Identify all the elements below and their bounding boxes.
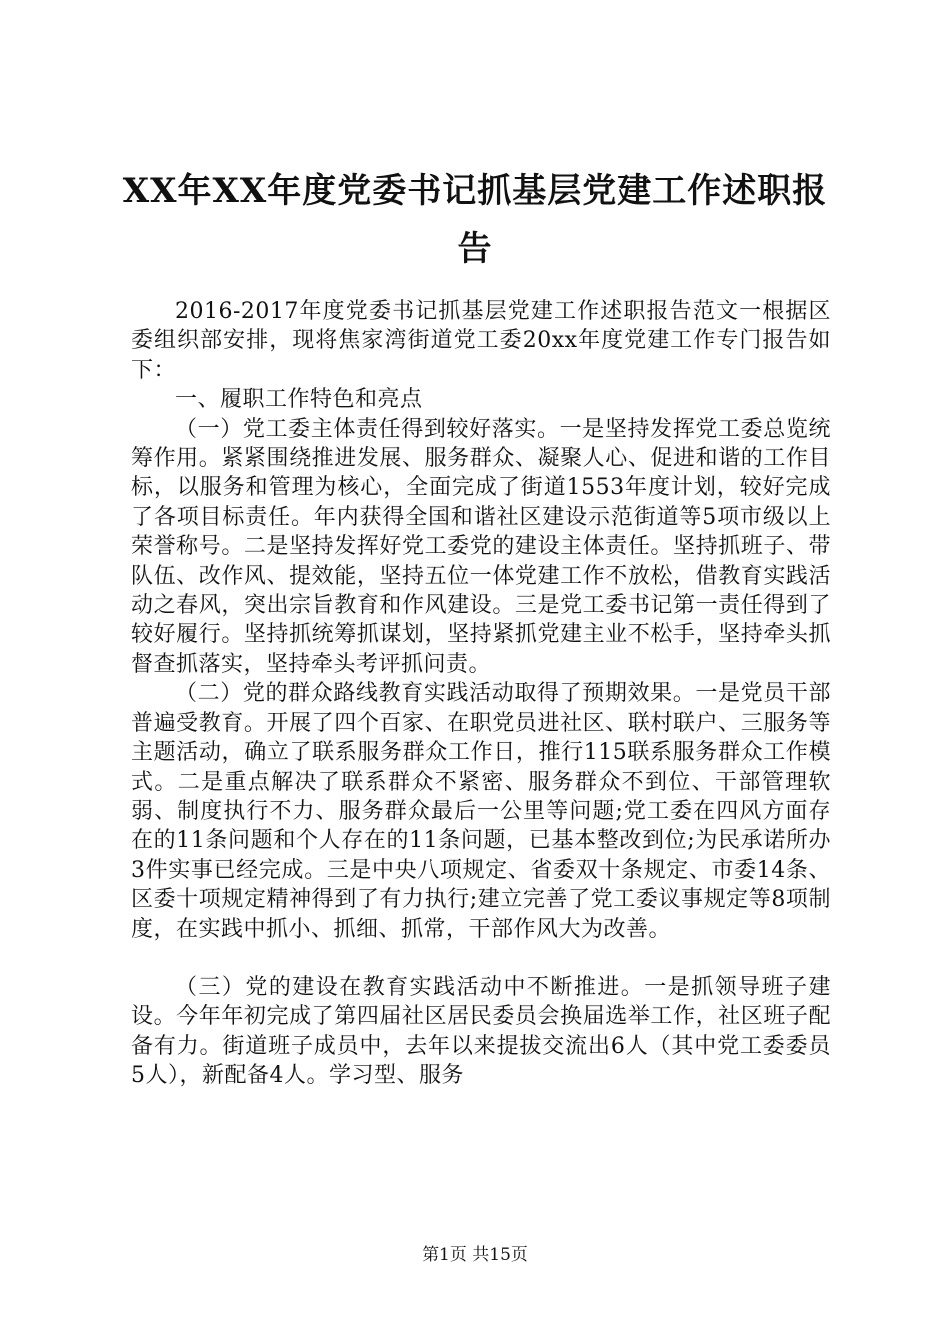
paragraph-section-1: （一）党工委主体责任得到较好落实。一是坚持发挥党工委总览统筹作用。紧紧围绕推进发展、服务群众、凝聚人心、促进和谐的工作目标，以服务和管理为核心，全面完成了街道1553年度计划，较好完成了各项目标责任。年内获得全国和谐社区建设示范街道等5项市级以上荣誉称号。二是坚持发挥好党工委党的建设主体责任。坚持抓班子、带队伍、改作风、提效能，坚持五位一体党建工作不放松，借教育实践活动之春风，突出宗旨教育和作风建设。三是党工委书记第一责任得到了较好履行。坚持抓统筹抓谋划，坚持紧抓党建主业不松手，坚持牵头抓督查抓落实，坚持牵头考评抓问责。 [131, 416, 831, 677]
section-heading: 一、履职工作特色和亮点 [175, 387, 423, 413]
document-title: XX年XX年度党委书记抓基层党建工作述职报告 [122, 171, 828, 269]
document-body [131, 297, 831, 1091]
paragraph-section-3: （三）党的建设在教育实践活动中不断推进。一是抓领导班子建设。今年年初完成了第四届社区居民委员会换届选举工作，社区班子配备有力。街道班子成员中，去年以来提拔交流出6人（其中党工委委员5人），新配备4人。学习型、服务 [131, 974, 831, 1089]
page-footer: 第1页 共15页 [422, 1245, 528, 1265]
paragraph-section-2: （二）党的群众路线教育实践活动取得了预期效果。一是党员干部普遍受教育。开展了四个百家、在职党员进社区、联村联户、三服务等主题活动，确立了联系服务群众工作日，推行115联系服务群众工作模式。二是重点解决了联系群众不紧密、服务群众不到位、干部管理软弱、制度执行不力、服务群众最后一公里等问题;党工委在四风方面存在的11条问题和个人存在的11条问题，已基本整改到位;为民承诺所办3件实事已经完成。三是中央八项规定、省委双十条规定、市委14条、区委十项规定精神得到了有力执行;建立完善了党工委议事规定等8项制度，在实践中抓小、抓细、抓常，干部作风大为改善。 [131, 681, 831, 942]
intro-paragraph: 2016-2017年度党委书记抓基层党建工作述职报告范文一根据区委组织部安排，现将焦家湾街道党工委20xx年度党建工作专门报告如下： [131, 299, 831, 383]
